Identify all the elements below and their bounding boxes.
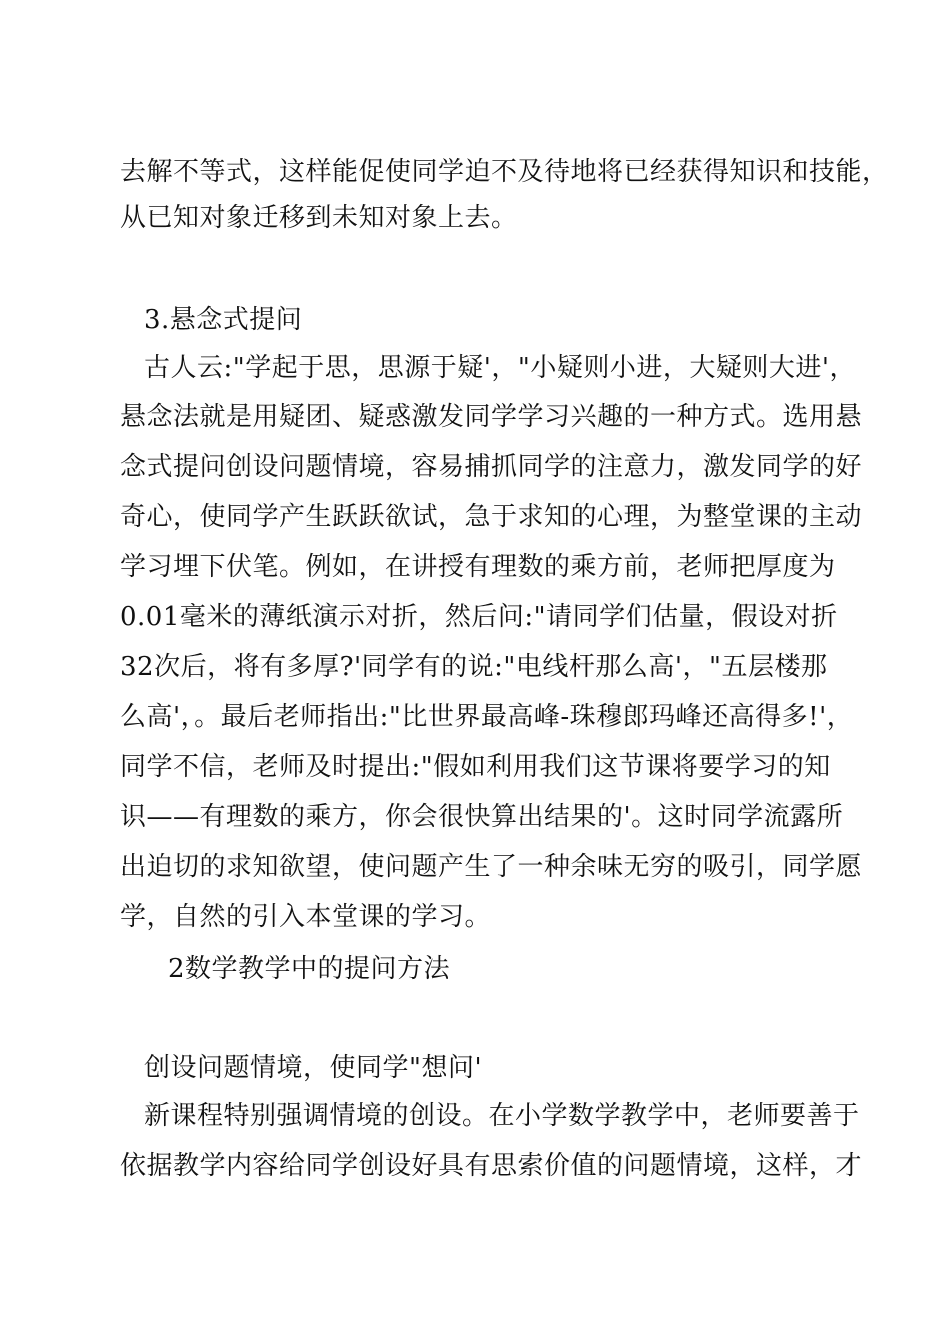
paragraph-line-7: 学习埋下伏笔。例如，在讲授有理数的乘方前，老师把厚度为 (120, 552, 836, 582)
section-heading-suspense-questioning: 3.悬念式提问 (144, 305, 303, 335)
paragraph-line-1: 去解不等式，这样能促使同学迫不及待地将已经获得知识和技能， (120, 157, 889, 187)
paragraph-line-14: 学，自然的引入本堂课的学习。 (120, 902, 492, 932)
paragraph-line-13: 出迫切的求知欲望，使问题产生了一种余味无穷的吸引，同学愿 (120, 852, 863, 882)
paragraph-line-6: 奇心，使同学产生跃跃欲试，急于求知的心理，为整堂课的主动 (120, 502, 863, 532)
paragraph-line-8: 0.01毫米的薄纸演示对折，然后问:"请同学们估量，假设对折 (120, 602, 838, 632)
paragraph-line-5: 念式提问创设问题情境，容易捕抓同学的注意力，激发同学的好 (120, 452, 863, 482)
paragraph-line-15: 新课程特别强调情境的创设。在小学数学教学中，老师要善于 (144, 1101, 860, 1131)
paragraph-line-16: 依据教学内容给同学创设好具有思索价值的问题情境，这样，才 (120, 1151, 863, 1181)
paragraph-line-3: 古人云:"学起于思，思源于疑'，"小疑则小进，大疑则大进'， (144, 353, 856, 383)
paragraph-line-12: 识——有理数的乘方，你会很快算出结果的'。这时同学流露所 (120, 802, 844, 832)
paragraph-line-10: 么高'，。最后老师指出:"比世界最高峰-珠穆郎玛峰还高得多!'， (120, 702, 854, 732)
paragraph-line-11: 同学不信，老师及时提出:"假如利用我们这节课将要学习的知 (120, 752, 831, 782)
subheading-create-problem-situation: 创设问题情境，使同学"想问' (144, 1053, 483, 1083)
section-heading-questioning-methods: 2数学教学中的提问方法 (168, 954, 451, 984)
paragraph-line-4: 悬念法就是用疑团、疑惑激发同学学习兴趣的一种方式。选用悬 (120, 402, 863, 432)
paragraph-line-2: 从已知对象迁移到未知对象上去。 (120, 203, 518, 233)
paragraph-line-9: 32次后，将有多厚?'同学有的说:"电线杆那么高'，"五层楼那 (120, 652, 828, 682)
